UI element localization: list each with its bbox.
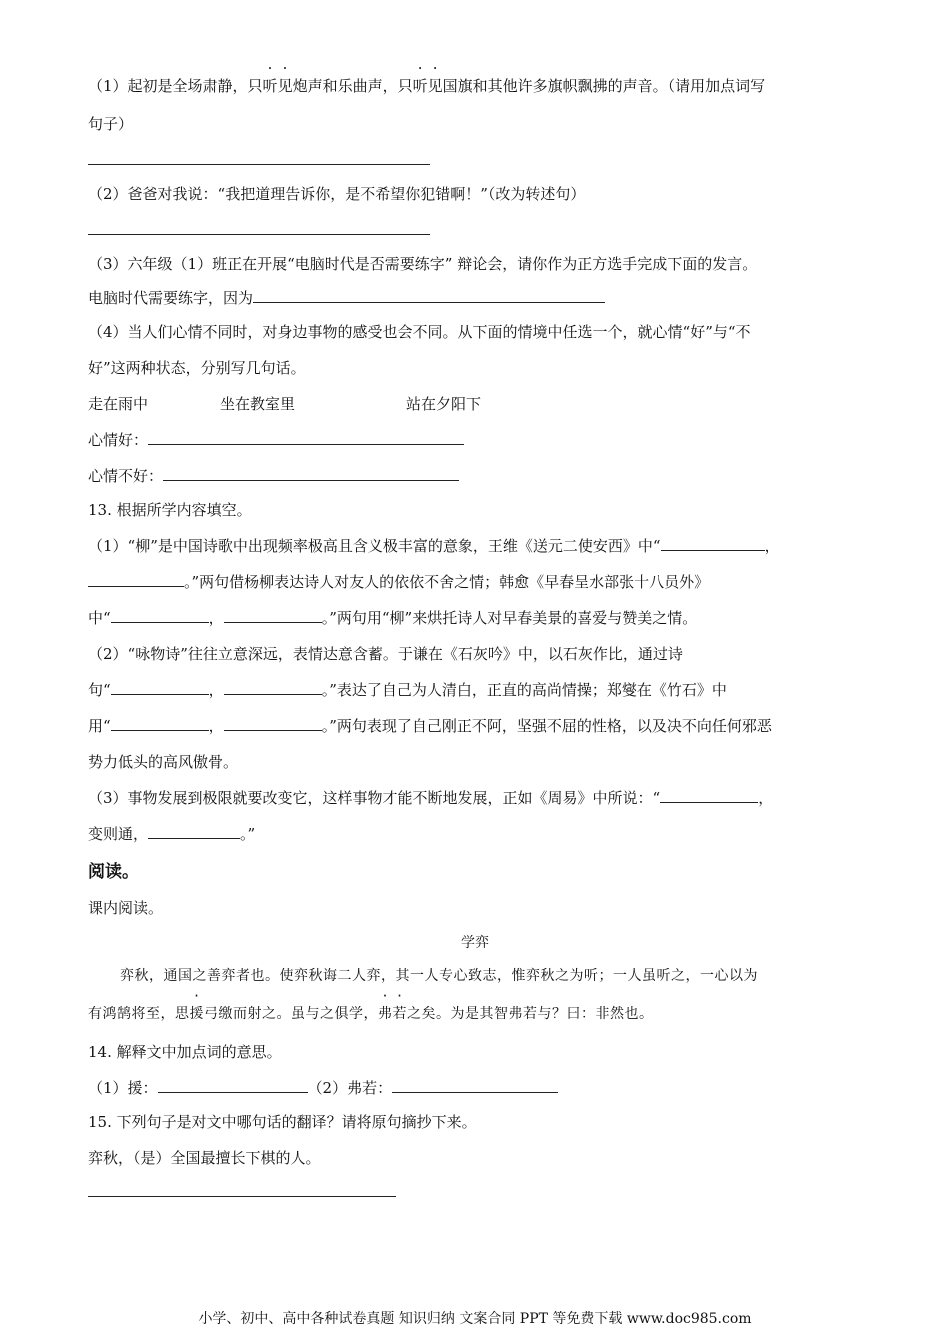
answer-blank[interactable] (163, 466, 459, 481)
q12-part3: （3）六年级（1）班正在开展“电脑时代是否需要练字” 辩论会，请你作为正方选手完成下面的发言。 (88, 255, 758, 273)
q13-part2-line2: 句“ ， 。”表达了自己为人清白，正直的高尚情操；郑燮在《竹石》中 (88, 681, 727, 699)
situation-1: 走在雨中 (88, 395, 149, 413)
answer-line[interactable] (88, 164, 430, 165)
answer-blank[interactable] (661, 536, 765, 551)
q14-items: （1）援： （2）弗若： (88, 1078, 558, 1098)
q12-part4-line1: （4）当人们心情不同时，对身边事物的感受也会不同。从下面的情境中任选一个，就心情“好”与“不 (88, 323, 751, 341)
answer-blank[interactable] (111, 680, 209, 695)
dotted-char: 若 (392, 1006, 407, 1022)
answer-blank[interactable] (253, 288, 605, 303)
answer-blank[interactable] (88, 572, 184, 587)
answer-blank[interactable] (392, 1078, 558, 1093)
reading-heading: 阅读。 (88, 862, 139, 882)
q12-part4-line2: 好”这两种状态，分别写几句话。 (88, 359, 306, 377)
dotted-char: 见 (427, 77, 443, 95)
answer-blank[interactable] (224, 716, 322, 731)
passage-line1: 弈秋，通国之善弈者也。使弈秋诲二人弈，其一人专心致志，惟弈秋之为听；一人虽听之，一心以为 (120, 968, 758, 984)
q15-heading: 15. 下列句子是对文中哪句话的翻译？请将原句摘抄下来。 (88, 1113, 477, 1131)
q13-part3-line2: 变则通， 。” (88, 825, 256, 843)
q13-heading: 13. 根据所学内容填空。 (88, 501, 252, 519)
answer-blank[interactable] (158, 1078, 308, 1093)
q12-part2: （2）爸爸对我说：“我把道理告诉你，是不希望你犯错啊！”（改为转述句） (88, 185, 586, 203)
dotted-char: 援 (189, 1006, 204, 1022)
passage-line2: 有鸿鹄将至，思援弓缴而射之。虽与之俱学，弗若之矣。为是其智弗若与？曰：非然也。 (88, 1006, 654, 1022)
answer-blank[interactable] (224, 608, 322, 623)
answer-line[interactable] (88, 234, 430, 235)
q13-part2-line3: 用“ ， 。”两句表现了自己刚正不阿，坚强不屈的性格，以及决不向任何邪恶 (88, 717, 772, 735)
dotted-char: 见 (277, 77, 293, 95)
footer-ad: 小学、初中、高中各种试卷真题 知识归纳 文案合同 PPT 等免费下载 www.doc985.com (198, 1311, 752, 1327)
reading-subheading: 课内阅读。 (88, 899, 164, 917)
q12-part1-line2: 句子） (88, 115, 134, 133)
bad-mood-row: 心情不好： (88, 466, 459, 486)
passage-title: 学弈 (461, 935, 489, 951)
q14-heading: 14. 解释文中加点词的意思。 (88, 1043, 282, 1061)
answer-blank[interactable] (111, 608, 209, 623)
q15-sentence: 弈秋，（是）全国最擅长下棋的人。 (88, 1149, 321, 1167)
q12-part3-answer: 电脑时代需要练字，因为 (88, 288, 605, 308)
dotted-char: 弗 (378, 1006, 393, 1022)
q13-part1-line2: 。”两句借杨柳表达诗人对友人的依依不舍之情；韩愈《早春呈水部张十八员外》 (88, 572, 709, 592)
good-mood-row: 心情好： (88, 430, 464, 450)
answer-blank[interactable] (148, 824, 240, 839)
q12-part1-line1: （1）起初是全场肃静，只听见炮声和乐曲声，只听见国旗和其他许多旗帜飘拂的声音。（请用加点词写 (88, 77, 766, 95)
answer-blank[interactable] (148, 430, 464, 445)
dotted-char: 听 (412, 77, 428, 95)
answer-line[interactable] (88, 1196, 396, 1197)
answer-blank[interactable] (111, 716, 209, 731)
answer-blank[interactable] (660, 788, 758, 803)
q13-part2-line4: 势力低头的高风傲骨。 (88, 753, 239, 771)
situation-2: 坐在教室里 (220, 395, 296, 413)
answer-blank[interactable] (224, 680, 322, 695)
dotted-char: 听 (262, 77, 278, 95)
situation-3: 站在夕阳下 (406, 395, 482, 413)
q13-part3-line1: （3）事物发展到极限就要改变它，这样事物才能不断地发展，正如《周易》中所说：“ ， (88, 789, 774, 807)
q13-part1-line1: （1）“柳”是中国诗歌中出现频率极高且含义极丰富的意象，王维《送元二使安西》中“ ， (88, 537, 780, 555)
q13-part1-line3: 中“ ， 。”两句用“柳”来烘托诗人对早春美景的喜爱与赞美之情。 (88, 609, 698, 627)
q13-part2-line1: （2）“咏物诗”往往立意深远，表情达意含蓄。于谦在《石灰吟》中，以石灰作比，通过诗 (88, 645, 683, 663)
